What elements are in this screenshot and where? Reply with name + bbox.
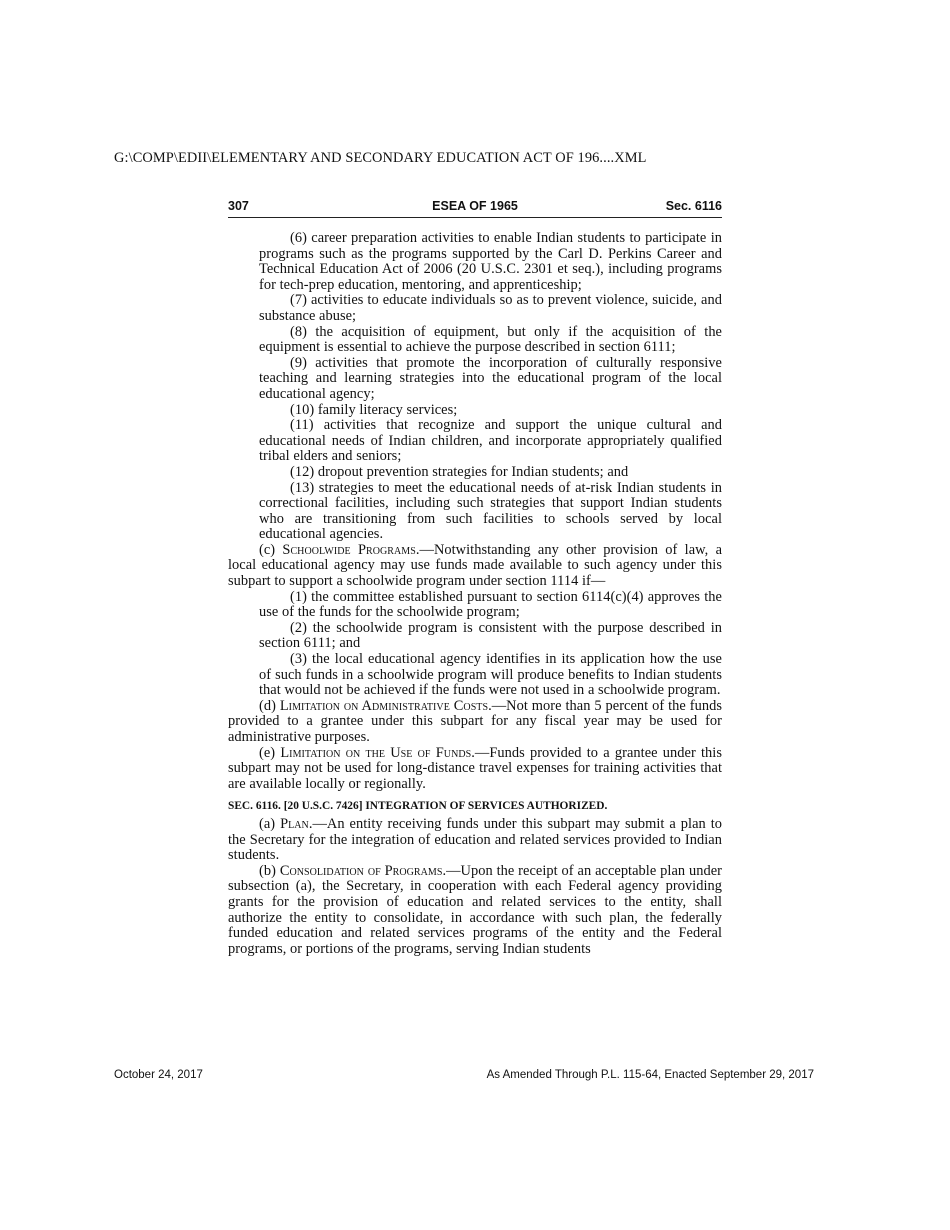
- running-head: [228, 198, 722, 218]
- file-path-header: G:\COMP\EDII\ELEMENTARY AND SECONDARY EDUCATION ACT OF 196....XML: [114, 150, 647, 166]
- footer-date: October 24, 2017: [114, 1069, 203, 1081]
- subsection-b: [228, 864, 722, 958]
- subsection-c-label: (c): [259, 541, 283, 558]
- subsection-e: [228, 746, 722, 793]
- subsection-d-label: (d): [259, 697, 280, 714]
- subsection-b-text: .—Upon the receipt of an acceptable plan under subsection (a), the Secretary, in cooperation with each Federal agency providing grants for the provision of education and related services to the entity, shall authorize the entity to consolidate, in accordance with such plan, the federally funded education and related services programs of the entity and the Federal programs, or portions of the programs, serving Indian students: [228, 862, 723, 957]
- subsection-d: [228, 699, 722, 746]
- subsection-b-label: (b): [259, 862, 280, 879]
- paragraph-7: (7) activities to educate individuals so as to prevent violence, suicide, and substance abuse;: [259, 292, 722, 324]
- subsection-e-label: (e): [259, 744, 281, 761]
- subsection-c: [228, 543, 722, 590]
- paragraph-c2: (2) the schoolwide program is consistent with the purpose described in section 6111; and: [259, 619, 722, 652]
- subsection-d-heading: Limitation on Administrative Costs: [279, 697, 489, 714]
- paragraph-6: (6) career preparation activities to enable Indian students to participate in programs such as the programs supported by the Carl D. Perkins Career and Technical Education Act of 2006 (20 U.S.C. 2301 et seq.), including programs for tech-prep education, mentoring, and apprenticeship;: [259, 230, 722, 293]
- subsection-a: [228, 817, 722, 864]
- paragraph-c1: (1) the committee established pursuant to section 6114(c)(4) approves the use of the funds for the schoolwide program;: [259, 588, 722, 621]
- footer-amended-note: As Amended Through P.L. 115-64, Enacted September 29, 2017: [486, 1069, 814, 1081]
- paragraph-13: (13) strategies to meet the educational needs of at-risk Indian students in correctional facilities, including such strategies that support Indian students who are transitioning from such facilities to schools served by local educational agencies.: [259, 479, 722, 543]
- subsection-c-heading: Schoolwide Programs: [282, 541, 416, 558]
- page-number: 307: [228, 199, 249, 213]
- section-number: Sec. 6116: [665, 199, 722, 213]
- subsection-a-label: (a): [259, 815, 281, 832]
- subsection-a-heading: Plan: [280, 815, 309, 832]
- subsection-b-heading: Consolidation of Programs: [279, 862, 443, 879]
- paragraph-11: (11) activities that recognize and support the unique cultural and educational needs of Indian children, and incorporate appropriately qualified tribal elders and seniors;: [259, 417, 722, 465]
- act-title: ESEA OF 1965: [432, 199, 518, 213]
- paragraph-12: (12) dropout prevention strategies for Indian students; and: [290, 463, 629, 480]
- subsection-c-text: .—Notwithstanding any other provision of law, a local educational agency may use funds made available to such agency under this subpart to support a schoolwide program under section 1114 if—: [228, 541, 723, 590]
- section-6116-heading: SEC. 6116. [20 U.S.C. 7426] INTEGRATION OF SERVICES AUTHORIZED.: [228, 800, 608, 813]
- subsection-d-text: .—Not more than 5 percent of the funds provided to a grantee under this subpart for any fiscal year may be used for administrative purposes.: [228, 697, 722, 745]
- paragraph-c3: (3) the local educational agency identifies in its application how the use of such funds in a schoolwide program will produce benefits to Indian students that would not be achieved if the funds were not used in a schoolwide program.: [259, 651, 722, 699]
- subsection-e-heading: Limitation on the Use of Funds: [280, 744, 472, 761]
- statute-text: [228, 231, 722, 957]
- paragraph-9: (9) activities that promote the incorporation of culturally responsive teaching and learning strategies into the educational program of the local educational agency;: [259, 354, 722, 402]
- subsection-a-text: .—An entity receiving funds under this subpart may submit a plan to the Secretary for the integration of education and related services provided to Indian students.: [228, 815, 722, 864]
- paragraph-8: (8) the acquisition of equipment, but only if the acquisition of the equipment is essential to achieve the purpose described in section 6111;: [259, 323, 722, 356]
- subsection-e-text: .—Funds provided to a grantee under this subpart may not be used for long-distance travel expenses for training activities that are available locally or regionally.: [228, 744, 722, 792]
- paragraph-10: (10) family literacy services;: [290, 401, 458, 418]
